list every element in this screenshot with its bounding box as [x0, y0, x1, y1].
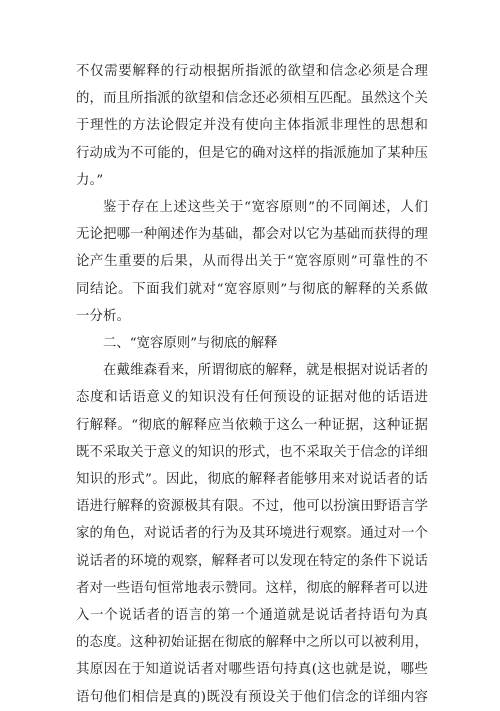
text-line: 行动成为不可能的，但是它的确对这样的指派施加了某种压: [76, 145, 429, 161]
text-line: 的态度。这种初始证据在彻底的解释中之所以可以被利用，: [76, 635, 429, 651]
text-line: 力。”: [76, 172, 104, 188]
text-line: 语句他们相信是真的)既没有预设关于他们信念的详细内容: [76, 689, 428, 705]
text-line: 家的角色，对说话者的行为及其环境进行观察。通过对一个: [76, 526, 429, 542]
text-line: 入一个说话者的语言的第一个通道就是说话者持语句为真: [76, 608, 428, 624]
text-line: 语进行解释的资源极其有限。不过，他可以扮演田野语言学: [76, 499, 429, 515]
section-heading: 二、“宽容原则”与彻底的解释: [103, 336, 278, 352]
text-line: 知识的形式”。因此，彻底的解释者能够用来对说话者的话: [76, 472, 428, 488]
paragraph-3: [76, 357, 428, 711]
text-line: 一分析。: [76, 308, 131, 324]
text-line: 不仅需要解释的行动根据所指派的欲望和信念必须是合理: [76, 64, 428, 79]
text-line: 态度和话语意义的知识没有任何预设的证据对他的话语进: [76, 390, 428, 406]
text-line: 说话者的环境的观察，解释者可以发现在特定的条件下说话: [76, 553, 429, 569]
text-line: 于理性的方法论假定并没有使向主体指派非理性的思想和: [76, 118, 428, 134]
paragraph-2: [76, 194, 428, 330]
text-line: 无论把哪一种阐述作为基础，都会对以它为基础而获得的理: [76, 227, 429, 243]
text-line: 其原因在于知道说话者对哪些语句持真(这也就是说，哪些: [76, 662, 428, 678]
text-line: 论产生重要的后果，从而得出关于“宽容原则”可靠性的不: [76, 254, 428, 270]
text-line: 同结论。下面我们就对“宽容原则”与彻底的解释的关系做: [76, 281, 428, 297]
text-line: 鉴于存在上述这些关于“宽容原则”的不同阐述，人们: [103, 200, 428, 216]
text-line: 在戴维森看来，所谓彻底的解释，就是根据对说话者的: [103, 363, 428, 379]
text-column: [76, 58, 428, 711]
paragraph-1: [76, 58, 428, 194]
text-line: 行解释。“彻底的解释应当依赖于这么一种证据，这种证据: [76, 417, 428, 433]
text-line: 既不采取关于意义的知识的形式，也不采取关于信念的详细: [76, 444, 429, 460]
text-line: 者对一些语句恒常地表示赞同。这样，彻底的解释者可以进: [76, 580, 429, 596]
text-line: 的，而且所指派的欲望和信念还必须相互匹配。虽然这个关: [76, 91, 429, 107]
